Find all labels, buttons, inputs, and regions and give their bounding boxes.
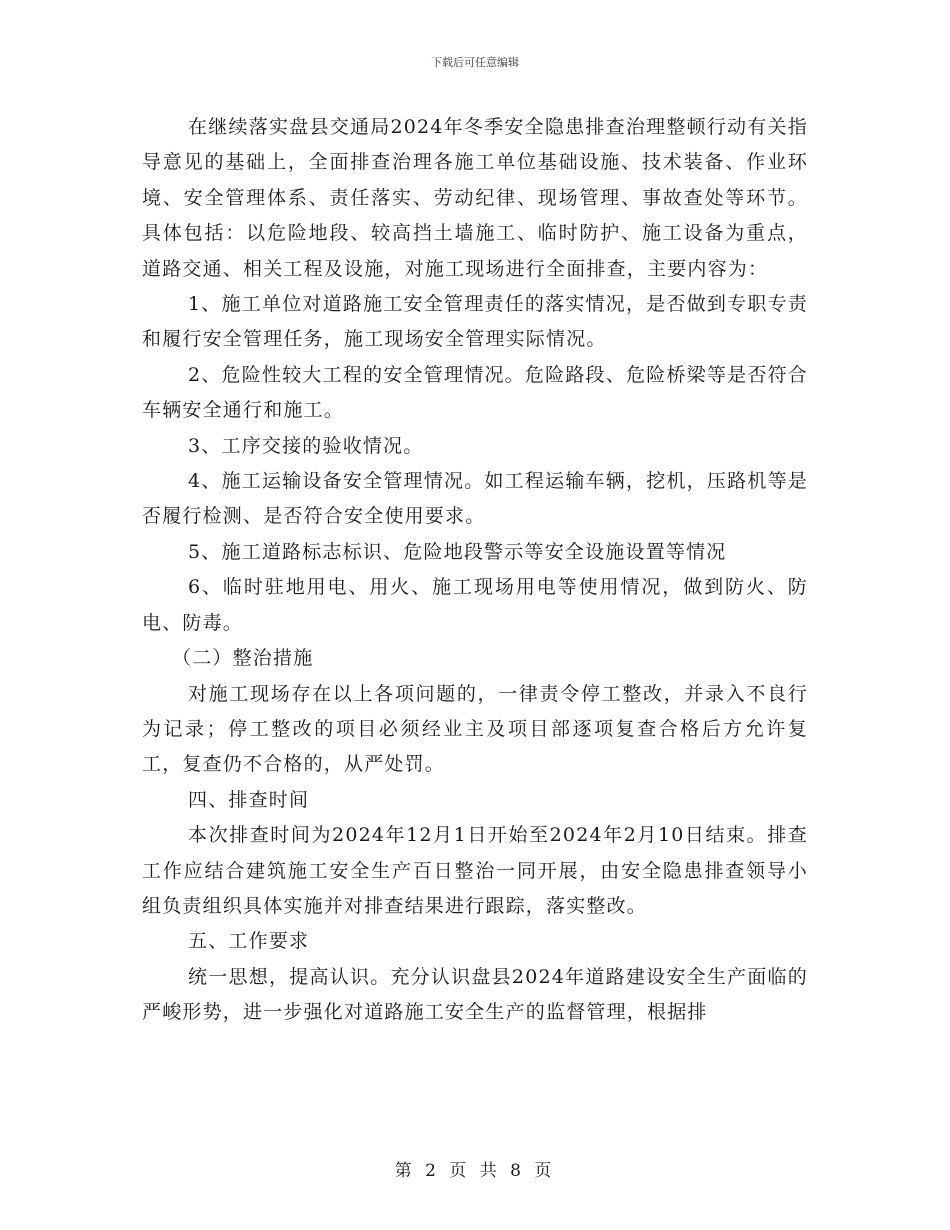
paragraph-item-6: 6、临时驻地用电、用火、施工现场用电等使用情况，做到防火、防电、防毒。 [142,576,808,634]
page-header: 下载后可任意编辑 [431,56,519,69]
section-heading-time: 四、排查时间 [188,788,310,811]
paragraph-requirements: 统一思想，提高认识。充分认识盘县2024年道路建设安全生产面临的严峻形势，进一步强化对道路施工安全生产的监督管理，根据排 [142,965,808,1024]
document-body [142,110,808,1031]
paragraph-time: 本次排查时间为2024年12月1日开始至2024年2月10日结束。排查工作应结合建筑施工安全生产百日整治一同开展，由安全隐患排查领导小组负责组织具体实施并对排查结果进行跟踪，落实整改。 [142,824,808,917]
paragraph-measures: 对施工现场存在以上各项问题的，一律责令停工整改，并录入不良行为记录；停工整改的项目必须经业主及项目部逐项复查合格后方允许复工，复查仍不合格的，从严处罚。 [142,682,808,776]
paragraph-item-2: 2、危险性较大工程的安全管理情况。危险路段、危险桥梁等是否符合车辆安全通行和施工。 [142,363,808,422]
section-heading-requirements: 五、工作要求 [188,930,310,953]
page-footer: 第 2 页 共 8 页 [394,1161,556,1181]
paragraph-item-1: 1、施工单位对道路施工安全管理责任的落实情况，是否做到专职专责和履行安全管理任务，施工现场安全管理实际情况。 [142,293,808,351]
paragraph-item-3: 3、工序交接的验收情况。 [188,434,424,457]
paragraph-item-4: 4、施工运输设备安全管理情况。如工程运输车辆，挖机，压路机等是否履行检测、是否符合安全使用要求。 [142,470,808,528]
section-heading-measures: （二）整治措施 [172,647,314,670]
paragraph-item-5: 5、施工道路标志标识、危险地段警示等安全设施设置等情况 [188,540,727,563]
paragraph-intro: 在继续落实盘县交通局2024年冬季安全隐患排查治理整顿行动有关指导意见的基础上，全面排查治理各施工单位基础设施、技术装备、作业环境、安全管理体系、责任落实、劳动纪律、现场管理、事故查处等环节。具体包括：以危险地段、较高挡土墙施工、临时防护、施工设备为重点，道路交通、相关工程及设施，对施工现场进行全面排查，主要内容为： [142,116,808,280]
